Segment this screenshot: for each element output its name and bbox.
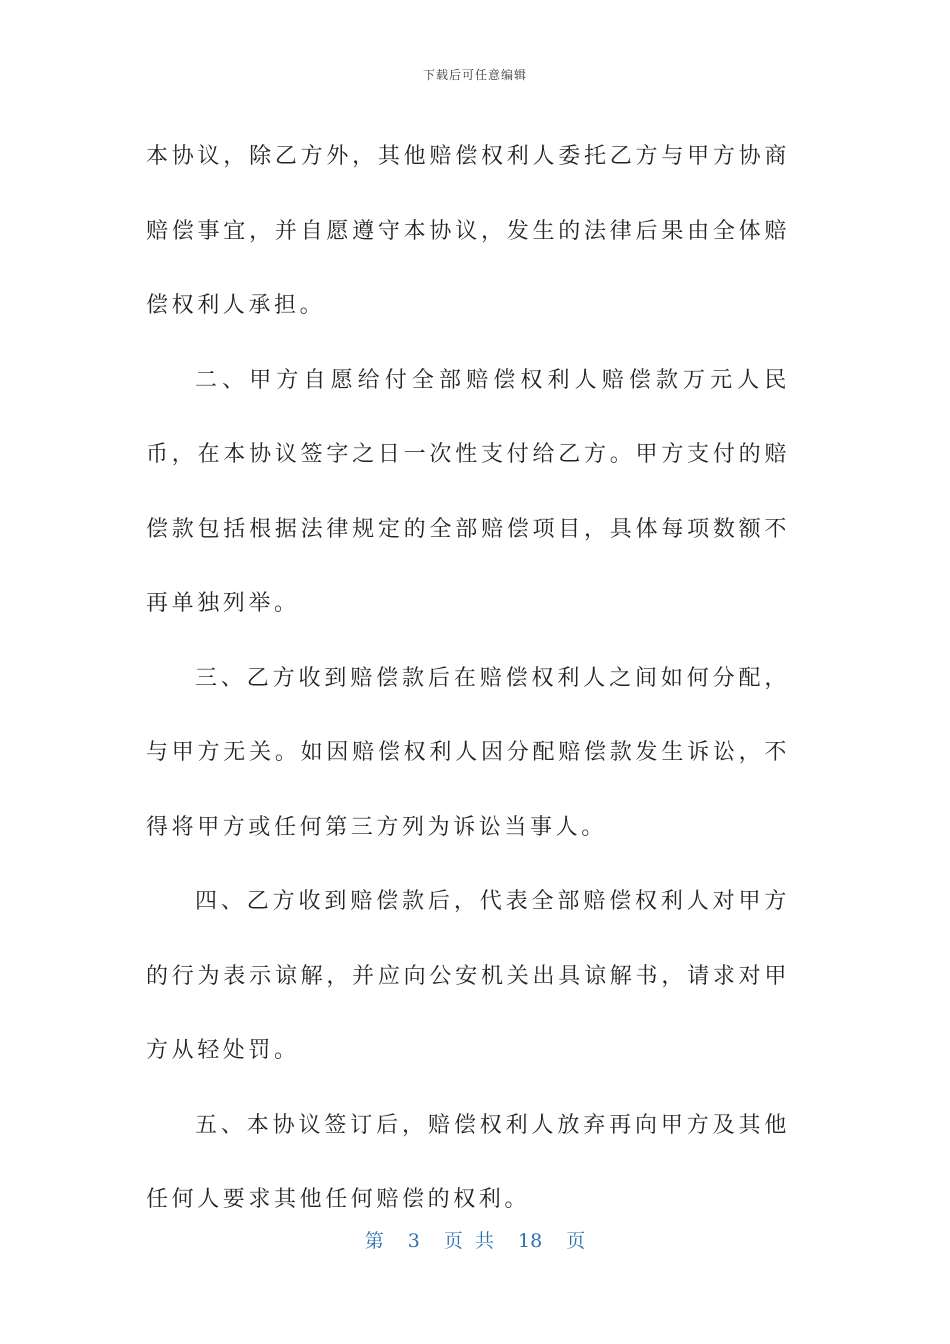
page-header: 下载后可任意编辑 bbox=[422, 68, 527, 82]
paragraph-clause-3: 三、乙方收到赔偿款后在赔偿权利人之间如何分配，与甲方无关。如因赔偿权利人因分配赔偿款发生诉讼，不得将甲方或任何第三方列为诉讼当事人。 bbox=[146, 665, 790, 840]
footer-total-pages: 18 bbox=[518, 1230, 543, 1252]
footer-current-page: 3 bbox=[407, 1230, 420, 1252]
page-footer bbox=[0, 1226, 950, 1253]
footer-suffix: 页 bbox=[566, 1230, 586, 1252]
footer-prefix: 第 bbox=[364, 1230, 384, 1252]
document-body bbox=[146, 120, 790, 1238]
footer-middle: 页 共 bbox=[443, 1230, 494, 1252]
paragraph-clause-5: 五、本协议签订后，赔偿权利人放弃再向甲方及其他任何人要求其他任何赔偿的权利。 bbox=[146, 1112, 790, 1212]
paragraph-continuation: 本协议，除乙方外，其他赔偿权利人委托乙方与甲方协商赔偿事宜，并自愿遵守本协议，发生的法律后果由全体赔偿权利人承担。 bbox=[146, 144, 790, 318]
paragraph-clause-4: 四、乙方收到赔偿款后，代表全部赔偿权利人对甲方的行为表示谅解，并应向公安机关出具谅解书，请求对甲方从轻处罚。 bbox=[146, 889, 790, 1063]
paragraph-clause-2: 二、甲方自愿给付全部赔偿权利人赔偿款万元人民币，在本协议签字之日一次性支付给乙方。甲方支付的赔偿款包括根据法律规定的全部赔偿项目，具体每项数额不再单独列举。 bbox=[146, 367, 790, 616]
